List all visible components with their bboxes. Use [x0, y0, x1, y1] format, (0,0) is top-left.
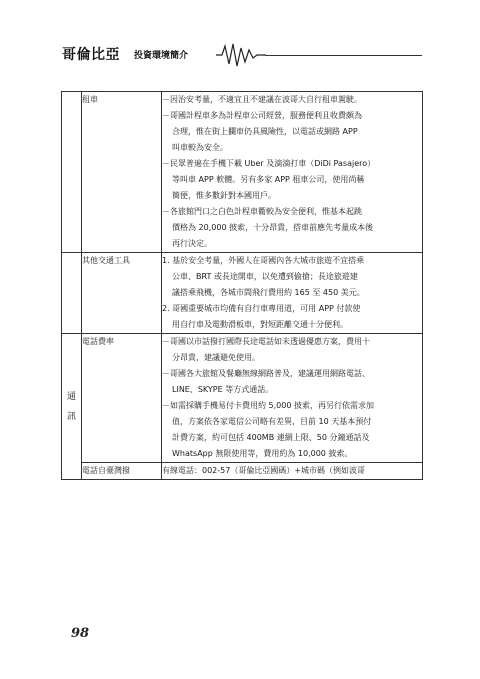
row-label-rental: 租車	[82, 92, 162, 253]
table-row	[62, 253, 423, 334]
text-line: 計費方案，約可包括 400MB 連網上限、50 分鐘通話及	[172, 433, 370, 442]
text-line: －因治安考量，不適宜且不建議在波哥大自行租車駕駛。	[162, 95, 362, 104]
row-label-other-transport: 其他交通工具	[82, 253, 162, 334]
row-label-phone-fees: 電話費率	[82, 334, 162, 463]
text-line: 簡便，惟多數針對本國用戶。	[172, 191, 276, 200]
text-line: 分昂貴，建議避免使用。	[172, 353, 260, 362]
row-content-direct-dial	[162, 463, 423, 480]
text-line: 再行決定。	[172, 239, 212, 248]
text-line: －哥國計程車多為計程車公司經營，服務便利且收費頗為	[162, 111, 362, 120]
text-line: －民眾普遍在手機下載 Uber 及滴滴打車（DiDi Pasajero）	[162, 159, 376, 168]
text-line: 合理，惟在街上攔車仍具風險性，以電話或網路 APP	[172, 127, 358, 136]
table-row	[62, 92, 423, 253]
text-line: 議搭乘飛機，各城市間飛行費用約 165 至 450 美元。	[172, 288, 365, 297]
section-cell-empty	[62, 253, 82, 334]
info-table	[61, 91, 423, 480]
header-rule	[265, 55, 422, 56]
text-line: 值，方案依各家電信公司略有差異，目前 10 天基本預付	[172, 417, 372, 426]
table-row	[62, 463, 423, 480]
row-content-phone-fees	[162, 334, 423, 463]
numbered-item: 1. 基於安全考量，外國人在哥國內各大城市旅遊不宜搭乘	[162, 256, 365, 265]
text-line: WhatsApp 無限使用等，費用約為 10,000 披索。	[172, 449, 353, 458]
numbered-item: 2. 哥國重要城市均備有自行車專用道，可用 APP 付款使	[162, 304, 361, 313]
text-line: 叫車較為安全。	[172, 143, 228, 152]
text-line: －如需採購手機易付卡費用約 5,000 披索，再另行依需求加	[162, 401, 374, 410]
text-line: 用自行車及電動滑板車，對短距離交通十分便利。	[172, 320, 348, 329]
row-label-direct-dial: 電話自臺灣撥	[82, 463, 162, 480]
text-line: －各旅館門口之白色計程車衢較為安全便利，惟基本起跳	[162, 207, 362, 216]
text-line: 等叫車 APP 軟體。另有多家 APP 租車公司，使用尚稱	[172, 175, 365, 184]
heartbeat-wave-icon	[216, 40, 266, 70]
header-title: 哥倫比亞	[62, 47, 120, 63]
header-subtitle: 投資環境簡介	[134, 51, 189, 61]
row-content-other-transport	[162, 253, 423, 334]
row-content-rental	[162, 92, 423, 253]
text-line: －哥國各大旅館及餐廳無線網路普及，建議運用網路電話、	[162, 369, 370, 378]
table-row	[62, 334, 423, 463]
section-cell-empty	[62, 92, 82, 253]
text-line: LINE、SKYPE 等方式通話。	[172, 385, 274, 394]
text-line: 公車、BRT 或長途開車，以免遭到偷搶；長途旅遊建	[172, 272, 358, 281]
text-line: 有線電話：002-57（哥倫比亞國碼）+城市碼（例如波哥	[162, 466, 366, 475]
text-line: －哥國以市話撥打國際長途電話如未透過優惠方案，費用十	[162, 337, 370, 346]
text-line: 價格為 20,000 披索，十分昂貴，搭車前應先考量成本後	[172, 223, 374, 232]
section-label-communication: 通 訊	[62, 334, 82, 480]
page-number: 98	[71, 626, 90, 641]
running-header	[0, 40, 480, 70]
